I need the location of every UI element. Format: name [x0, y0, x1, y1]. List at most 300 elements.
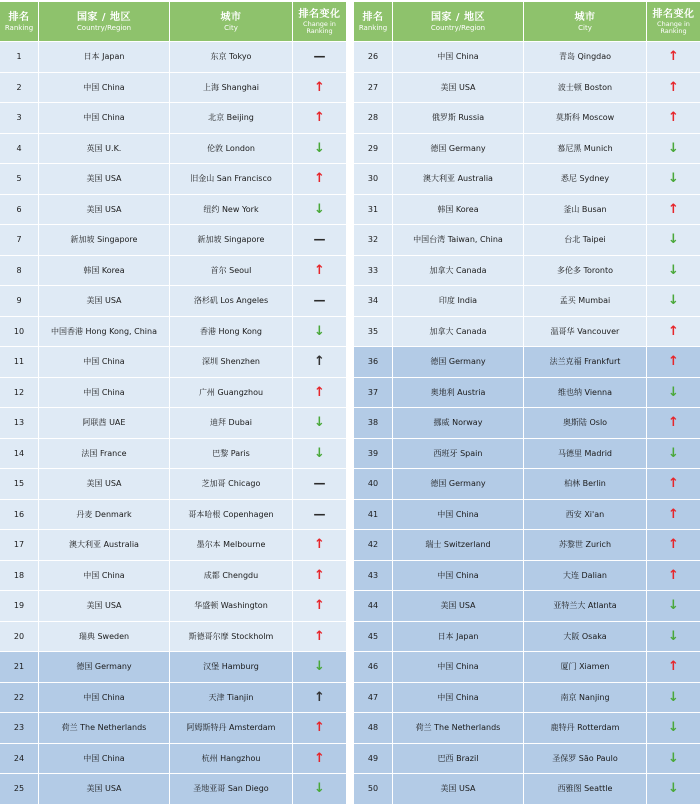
country-cell: 荷兰 The Netherlands: [393, 713, 524, 744]
change-cell: [293, 439, 346, 470]
country-cell: 中国 China: [393, 561, 524, 592]
rank-cell: 44: [354, 591, 393, 622]
table-row: [354, 317, 700, 348]
country-cell: 日本 Japan: [393, 622, 524, 653]
country-cell: 中国 China: [39, 561, 170, 592]
table-row: [354, 652, 700, 683]
rank-cell: 24: [0, 744, 39, 775]
arrow-down-icon: ↓: [668, 598, 679, 614]
table-row: [354, 42, 700, 73]
country-cell: 中国台湾 Taiwan, China: [393, 225, 524, 256]
rank-cell: 15: [0, 469, 39, 500]
change-cell: [647, 103, 700, 134]
table-row: [354, 286, 700, 317]
header-city-en: City: [578, 23, 592, 32]
country-cell: 美国 USA: [393, 774, 524, 805]
no-change-icon: —: [313, 506, 326, 521]
country-cell: 韩国 Korea: [39, 256, 170, 287]
country-cell: 瑞典 Sweden: [39, 622, 170, 653]
country-cell: 西班牙 Spain: [393, 439, 524, 470]
city-cell: 迪拜 Dubai: [170, 408, 293, 439]
table-row: [354, 256, 700, 287]
city-cell: 青岛 Qingdao: [524, 42, 647, 73]
country-cell: 日本 Japan: [39, 42, 170, 73]
city-cell: 深圳 Shenzhen: [170, 347, 293, 378]
rank-cell: 48: [354, 713, 393, 744]
rank-cell: 33: [354, 256, 393, 287]
table-row: [354, 195, 700, 226]
change-cell: [293, 408, 346, 439]
rank-cell: 38: [354, 408, 393, 439]
table-row: [0, 286, 346, 317]
no-change-icon: —: [313, 293, 326, 308]
header-rank: [0, 2, 39, 42]
table-row: [0, 591, 346, 622]
header-country: [393, 2, 524, 42]
city-cell: 伦敦 London: [170, 134, 293, 165]
country-cell: 阿联酋 UAE: [39, 408, 170, 439]
rank-cell: 17: [0, 530, 39, 561]
city-cell: 南京 Nanjing: [524, 683, 647, 714]
country-cell: 中国香港 Hong Kong, China: [39, 317, 170, 348]
rank-cell: 3: [0, 103, 39, 134]
city-cell: 纽约 New York: [170, 195, 293, 226]
table-row: [0, 530, 346, 561]
city-cell: 大连 Dalian: [524, 561, 647, 592]
change-cell: [293, 225, 346, 256]
arrow-up-icon: ↑: [314, 537, 325, 553]
rank-cell: 37: [354, 378, 393, 409]
rank-cell: 28: [354, 103, 393, 134]
city-cell: 多伦多 Toronto: [524, 256, 647, 287]
city-cell: 维也纳 Vienna: [524, 378, 647, 409]
arrow-down-icon: ↓: [668, 171, 679, 187]
change-cell: [293, 286, 346, 317]
arrow-up-icon: ↑: [314, 79, 325, 95]
change-cell: [647, 622, 700, 653]
arrow-down-icon: ↓: [314, 323, 325, 339]
rank-cell: 42: [354, 530, 393, 561]
change-cell: [647, 286, 700, 317]
arrow-up-icon: ↑: [314, 567, 325, 583]
rank-cell: 27: [354, 73, 393, 104]
country-cell: 加拿大 Canada: [393, 317, 524, 348]
table-row: [0, 652, 346, 683]
city-cell: 香港 Hong Kong: [170, 317, 293, 348]
change-cell: [647, 195, 700, 226]
country-cell: 韩国 Korea: [393, 195, 524, 226]
table-row: [0, 439, 346, 470]
city-cell: 汉堡 Hamburg: [170, 652, 293, 683]
city-cell: 首尔 Seoul: [170, 256, 293, 287]
table-row: [354, 469, 700, 500]
header-row: [354, 2, 700, 42]
table-row: [354, 774, 700, 805]
country-cell: 德国 Germany: [39, 652, 170, 683]
country-cell: 法国 France: [39, 439, 170, 470]
table-row: [354, 225, 700, 256]
city-cell: 马德里 Madrid: [524, 439, 647, 470]
arrow-down-icon: ↓: [314, 659, 325, 675]
arrow-down-icon: ↓: [668, 140, 679, 156]
change-cell: [647, 42, 700, 73]
country-cell: 美国 USA: [393, 73, 524, 104]
change-cell: [293, 164, 346, 195]
city-cell: 莫斯科 Moscow: [524, 103, 647, 134]
arrow-up-icon: ↑: [668, 537, 679, 553]
table-row: [354, 744, 700, 775]
arrow-up-icon: ↑: [314, 598, 325, 614]
table-row: [0, 225, 346, 256]
country-cell: 澳大利亚 Australia: [393, 164, 524, 195]
city-cell: 哥本哈根 Copenhagen: [170, 500, 293, 531]
country-cell: 德国 Germany: [393, 134, 524, 165]
arrow-up-icon: ↑: [668, 323, 679, 339]
table-row: [0, 744, 346, 775]
arrow-down-icon: ↓: [668, 445, 679, 461]
change-cell: [647, 774, 700, 805]
rank-cell: 6: [0, 195, 39, 226]
city-cell: 温哥华 Vancouver: [524, 317, 647, 348]
change-cell: [293, 103, 346, 134]
country-cell: 英国 U.K.: [39, 134, 170, 165]
table-row: [0, 378, 346, 409]
rank-cell: 5: [0, 164, 39, 195]
rank-cell: 26: [354, 42, 393, 73]
rank-cell: 49: [354, 744, 393, 775]
ranking-table-left: [0, 2, 346, 805]
country-cell: 澳大利亚 Australia: [39, 530, 170, 561]
city-cell: 奥斯陆 Oslo: [524, 408, 647, 439]
country-cell: 中国 China: [39, 378, 170, 409]
country-cell: 瑞士 Switzerland: [393, 530, 524, 561]
arrow-down-icon: ↓: [314, 415, 325, 431]
change-cell: [293, 256, 346, 287]
city-cell: 苏黎世 Zurich: [524, 530, 647, 561]
header-rank-zh: 排名: [8, 11, 30, 23]
change-cell: [647, 530, 700, 561]
arrow-up-icon: ↑: [668, 567, 679, 583]
change-cell: [647, 378, 700, 409]
city-cell: 法兰克福 Frankfurt: [524, 347, 647, 378]
rank-cell: 21: [0, 652, 39, 683]
table-row: [354, 713, 700, 744]
rank-cell: 34: [354, 286, 393, 317]
rank-cell: 40: [354, 469, 393, 500]
rank-cell: 46: [354, 652, 393, 683]
table-row: [0, 103, 346, 134]
city-cell: 悉尼 Sydney: [524, 164, 647, 195]
change-cell: [293, 317, 346, 348]
change-cell: [647, 164, 700, 195]
arrow-up-icon: ↑: [668, 201, 679, 217]
table-row: [0, 774, 346, 805]
arrow-down-icon: ↓: [668, 720, 679, 736]
change-cell: [647, 652, 700, 683]
change-cell: [647, 317, 700, 348]
rank-cell: 36: [354, 347, 393, 378]
country-cell: 美国 USA: [39, 195, 170, 226]
rank-cell: 4: [0, 134, 39, 165]
header-city-zh: 城市: [220, 11, 242, 23]
table-row: [0, 622, 346, 653]
table-row: [354, 378, 700, 409]
change-cell: [293, 713, 346, 744]
rank-cell: 7: [0, 225, 39, 256]
table-row: [354, 134, 700, 165]
change-cell: [293, 134, 346, 165]
change-cell: [293, 378, 346, 409]
header-city-zh: 城市: [574, 11, 596, 23]
table-row: [0, 561, 346, 592]
change-cell: [293, 622, 346, 653]
rank-cell: 41: [354, 500, 393, 531]
change-cell: [647, 408, 700, 439]
arrow-down-icon: ↓: [668, 689, 679, 705]
country-cell: 德国 Germany: [393, 347, 524, 378]
country-cell: 美国 USA: [393, 591, 524, 622]
rank-cell: 20: [0, 622, 39, 653]
country-cell: 印度 India: [393, 286, 524, 317]
table-row: [0, 683, 346, 714]
city-cell: 东京 Tokyo: [170, 42, 293, 73]
rank-cell: 8: [0, 256, 39, 287]
table-row: [354, 591, 700, 622]
header-change-en: Change in Ranking: [657, 19, 690, 35]
city-cell: 孟买 Mumbai: [524, 286, 647, 317]
table-row: [354, 683, 700, 714]
header-change: [293, 2, 346, 42]
country-cell: 中国 China: [393, 500, 524, 531]
country-cell: 中国 China: [393, 42, 524, 73]
table-row: [0, 408, 346, 439]
change-cell: [647, 347, 700, 378]
country-cell: 新加坡 Singapore: [39, 225, 170, 256]
arrow-up-icon: ↑: [314, 750, 325, 766]
rank-cell: 47: [354, 683, 393, 714]
header-rank-zh: 排名: [362, 11, 384, 23]
no-change-icon: —: [313, 49, 326, 64]
city-cell: 巴黎 Paris: [170, 439, 293, 470]
arrow-up-icon: ↑: [668, 110, 679, 126]
country-cell: 俄罗斯 Russia: [393, 103, 524, 134]
table-row: [354, 439, 700, 470]
change-cell: [647, 469, 700, 500]
rank-cell: 23: [0, 713, 39, 744]
header-rank-en: Ranking: [4, 23, 34, 32]
country-cell: 奥地利 Austria: [393, 378, 524, 409]
city-cell: 西雅图 Seattle: [524, 774, 647, 805]
change-cell: [293, 652, 346, 683]
rank-cell: 31: [354, 195, 393, 226]
table-row: [0, 42, 346, 73]
change-cell: [647, 744, 700, 775]
arrow-down-icon: ↓: [668, 293, 679, 309]
city-cell: 大阪 Osaka: [524, 622, 647, 653]
arrow-up-icon: ↑: [314, 110, 325, 126]
arrow-up-icon: ↑: [668, 415, 679, 431]
country-cell: 中国 China: [393, 652, 524, 683]
country-cell: 美国 USA: [39, 286, 170, 317]
rank-cell: 10: [0, 317, 39, 348]
arrow-up-icon: ↑: [668, 79, 679, 95]
country-cell: 中国 China: [39, 73, 170, 104]
table-row: [354, 500, 700, 531]
rank-cell: 32: [354, 225, 393, 256]
table-row: [0, 317, 346, 348]
change-cell: [647, 500, 700, 531]
country-cell: 巴西 Brazil: [393, 744, 524, 775]
change-cell: [293, 347, 346, 378]
table-row: [0, 347, 346, 378]
header-country: [39, 2, 170, 42]
arrow-up-icon: ↑: [314, 689, 325, 705]
table-row: [0, 500, 346, 531]
country-cell: 挪威 Norway: [393, 408, 524, 439]
table-body-left: [0, 42, 346, 805]
city-cell: 西安 Xi'an: [524, 500, 647, 531]
arrow-down-icon: ↓: [314, 140, 325, 156]
country-cell: 丹麦 Denmark: [39, 500, 170, 531]
arrow-down-icon: ↓: [314, 445, 325, 461]
table-row: [0, 134, 346, 165]
city-cell: 阿姆斯特丹 Amsterdam: [170, 713, 293, 744]
change-cell: [647, 683, 700, 714]
city-cell: 圣地亚哥 San Diego: [170, 774, 293, 805]
header-rank: [354, 2, 393, 42]
city-cell: 华盛顿 Washington: [170, 591, 293, 622]
rank-cell: 2: [0, 73, 39, 104]
rank-cell: 13: [0, 408, 39, 439]
no-change-icon: —: [313, 232, 326, 247]
arrow-up-icon: ↑: [668, 659, 679, 675]
rank-cell: 19: [0, 591, 39, 622]
change-cell: [293, 469, 346, 500]
header-country-zh: 国家 / 地区: [430, 11, 486, 23]
rank-cell: 14: [0, 439, 39, 470]
city-cell: 天津 Tianjin: [170, 683, 293, 714]
arrow-up-icon: ↑: [314, 262, 325, 278]
arrow-down-icon: ↓: [668, 262, 679, 278]
city-cell: 上海 Shanghai: [170, 73, 293, 104]
table-row: [0, 195, 346, 226]
country-cell: 中国 China: [39, 103, 170, 134]
city-cell: 厦门 Xiamen: [524, 652, 647, 683]
table-row: [354, 530, 700, 561]
country-cell: 美国 USA: [39, 469, 170, 500]
header-country-zh: 国家 / 地区: [76, 11, 132, 23]
header-change-en: Change in Ranking: [303, 19, 336, 35]
ranking-table-right: [354, 2, 700, 805]
change-cell: [647, 73, 700, 104]
rank-cell: 50: [354, 774, 393, 805]
country-cell: 中国 China: [393, 683, 524, 714]
city-cell: 芝加哥 Chicago: [170, 469, 293, 500]
city-cell: 广州 Guangzhou: [170, 378, 293, 409]
arrow-up-icon: ↑: [668, 506, 679, 522]
city-cell: 圣保罗 São Paulo: [524, 744, 647, 775]
arrow-down-icon: ↓: [668, 750, 679, 766]
city-cell: 鹿特丹 Rotterdam: [524, 713, 647, 744]
change-cell: [647, 561, 700, 592]
table-row: [0, 164, 346, 195]
table-row: [0, 713, 346, 744]
table-row: [0, 256, 346, 287]
change-cell: [647, 256, 700, 287]
rank-cell: 39: [354, 439, 393, 470]
rank-cell: 25: [0, 774, 39, 805]
table-row: [354, 164, 700, 195]
table-row: [354, 347, 700, 378]
city-cell: 新加坡 Singapore: [170, 225, 293, 256]
arrow-up-icon: ↑: [314, 720, 325, 736]
country-cell: 加拿大 Canada: [393, 256, 524, 287]
table-row: [354, 622, 700, 653]
change-cell: [647, 713, 700, 744]
change-cell: [293, 500, 346, 531]
change-cell: [293, 42, 346, 73]
rank-cell: 35: [354, 317, 393, 348]
change-cell: [647, 134, 700, 165]
arrow-up-icon: ↑: [668, 354, 679, 370]
country-cell: 中国 China: [39, 347, 170, 378]
table-row: [0, 469, 346, 500]
header-change: [647, 2, 700, 42]
arrow-down-icon: ↓: [668, 781, 679, 797]
arrow-up-icon: ↑: [314, 354, 325, 370]
no-change-icon: —: [313, 476, 326, 491]
change-cell: [647, 591, 700, 622]
city-cell: 旧金山 San Francisco: [170, 164, 293, 195]
arrow-down-icon: ↓: [668, 232, 679, 248]
change-cell: [293, 530, 346, 561]
header-city: [170, 2, 293, 42]
arrow-down-icon: ↓: [314, 781, 325, 797]
change-cell: [293, 744, 346, 775]
change-cell: [647, 439, 700, 470]
table-body-right: [354, 42, 700, 805]
rank-cell: 16: [0, 500, 39, 531]
header-country-en: Country/Region: [76, 23, 132, 32]
city-cell: 台北 Taipei: [524, 225, 647, 256]
header-change-zh: 排名变化: [652, 8, 695, 20]
change-cell: [293, 683, 346, 714]
header-change-zh: 排名变化: [298, 8, 341, 20]
arrow-up-icon: ↑: [314, 384, 325, 400]
country-cell: 美国 USA: [39, 164, 170, 195]
arrow-up-icon: ↑: [668, 476, 679, 492]
country-cell: 中国 China: [39, 683, 170, 714]
city-cell: 杭州 Hangzhou: [170, 744, 293, 775]
city-cell: 墨尔本 Melbourne: [170, 530, 293, 561]
header-city-en: City: [224, 23, 238, 32]
country-cell: 美国 USA: [39, 774, 170, 805]
arrow-up-icon: ↑: [668, 49, 679, 65]
rank-cell: 43: [354, 561, 393, 592]
arrow-down-icon: ↓: [668, 384, 679, 400]
rank-cell: 45: [354, 622, 393, 653]
header-row: [0, 2, 346, 42]
rank-cell: 9: [0, 286, 39, 317]
change-cell: [293, 73, 346, 104]
rank-cell: 12: [0, 378, 39, 409]
change-cell: [293, 774, 346, 805]
city-cell: 成都 Chengdu: [170, 561, 293, 592]
table-row: [0, 73, 346, 104]
country-cell: 荷兰 The Netherlands: [39, 713, 170, 744]
city-cell: 波士顿 Boston: [524, 73, 647, 104]
table-row: [354, 73, 700, 104]
